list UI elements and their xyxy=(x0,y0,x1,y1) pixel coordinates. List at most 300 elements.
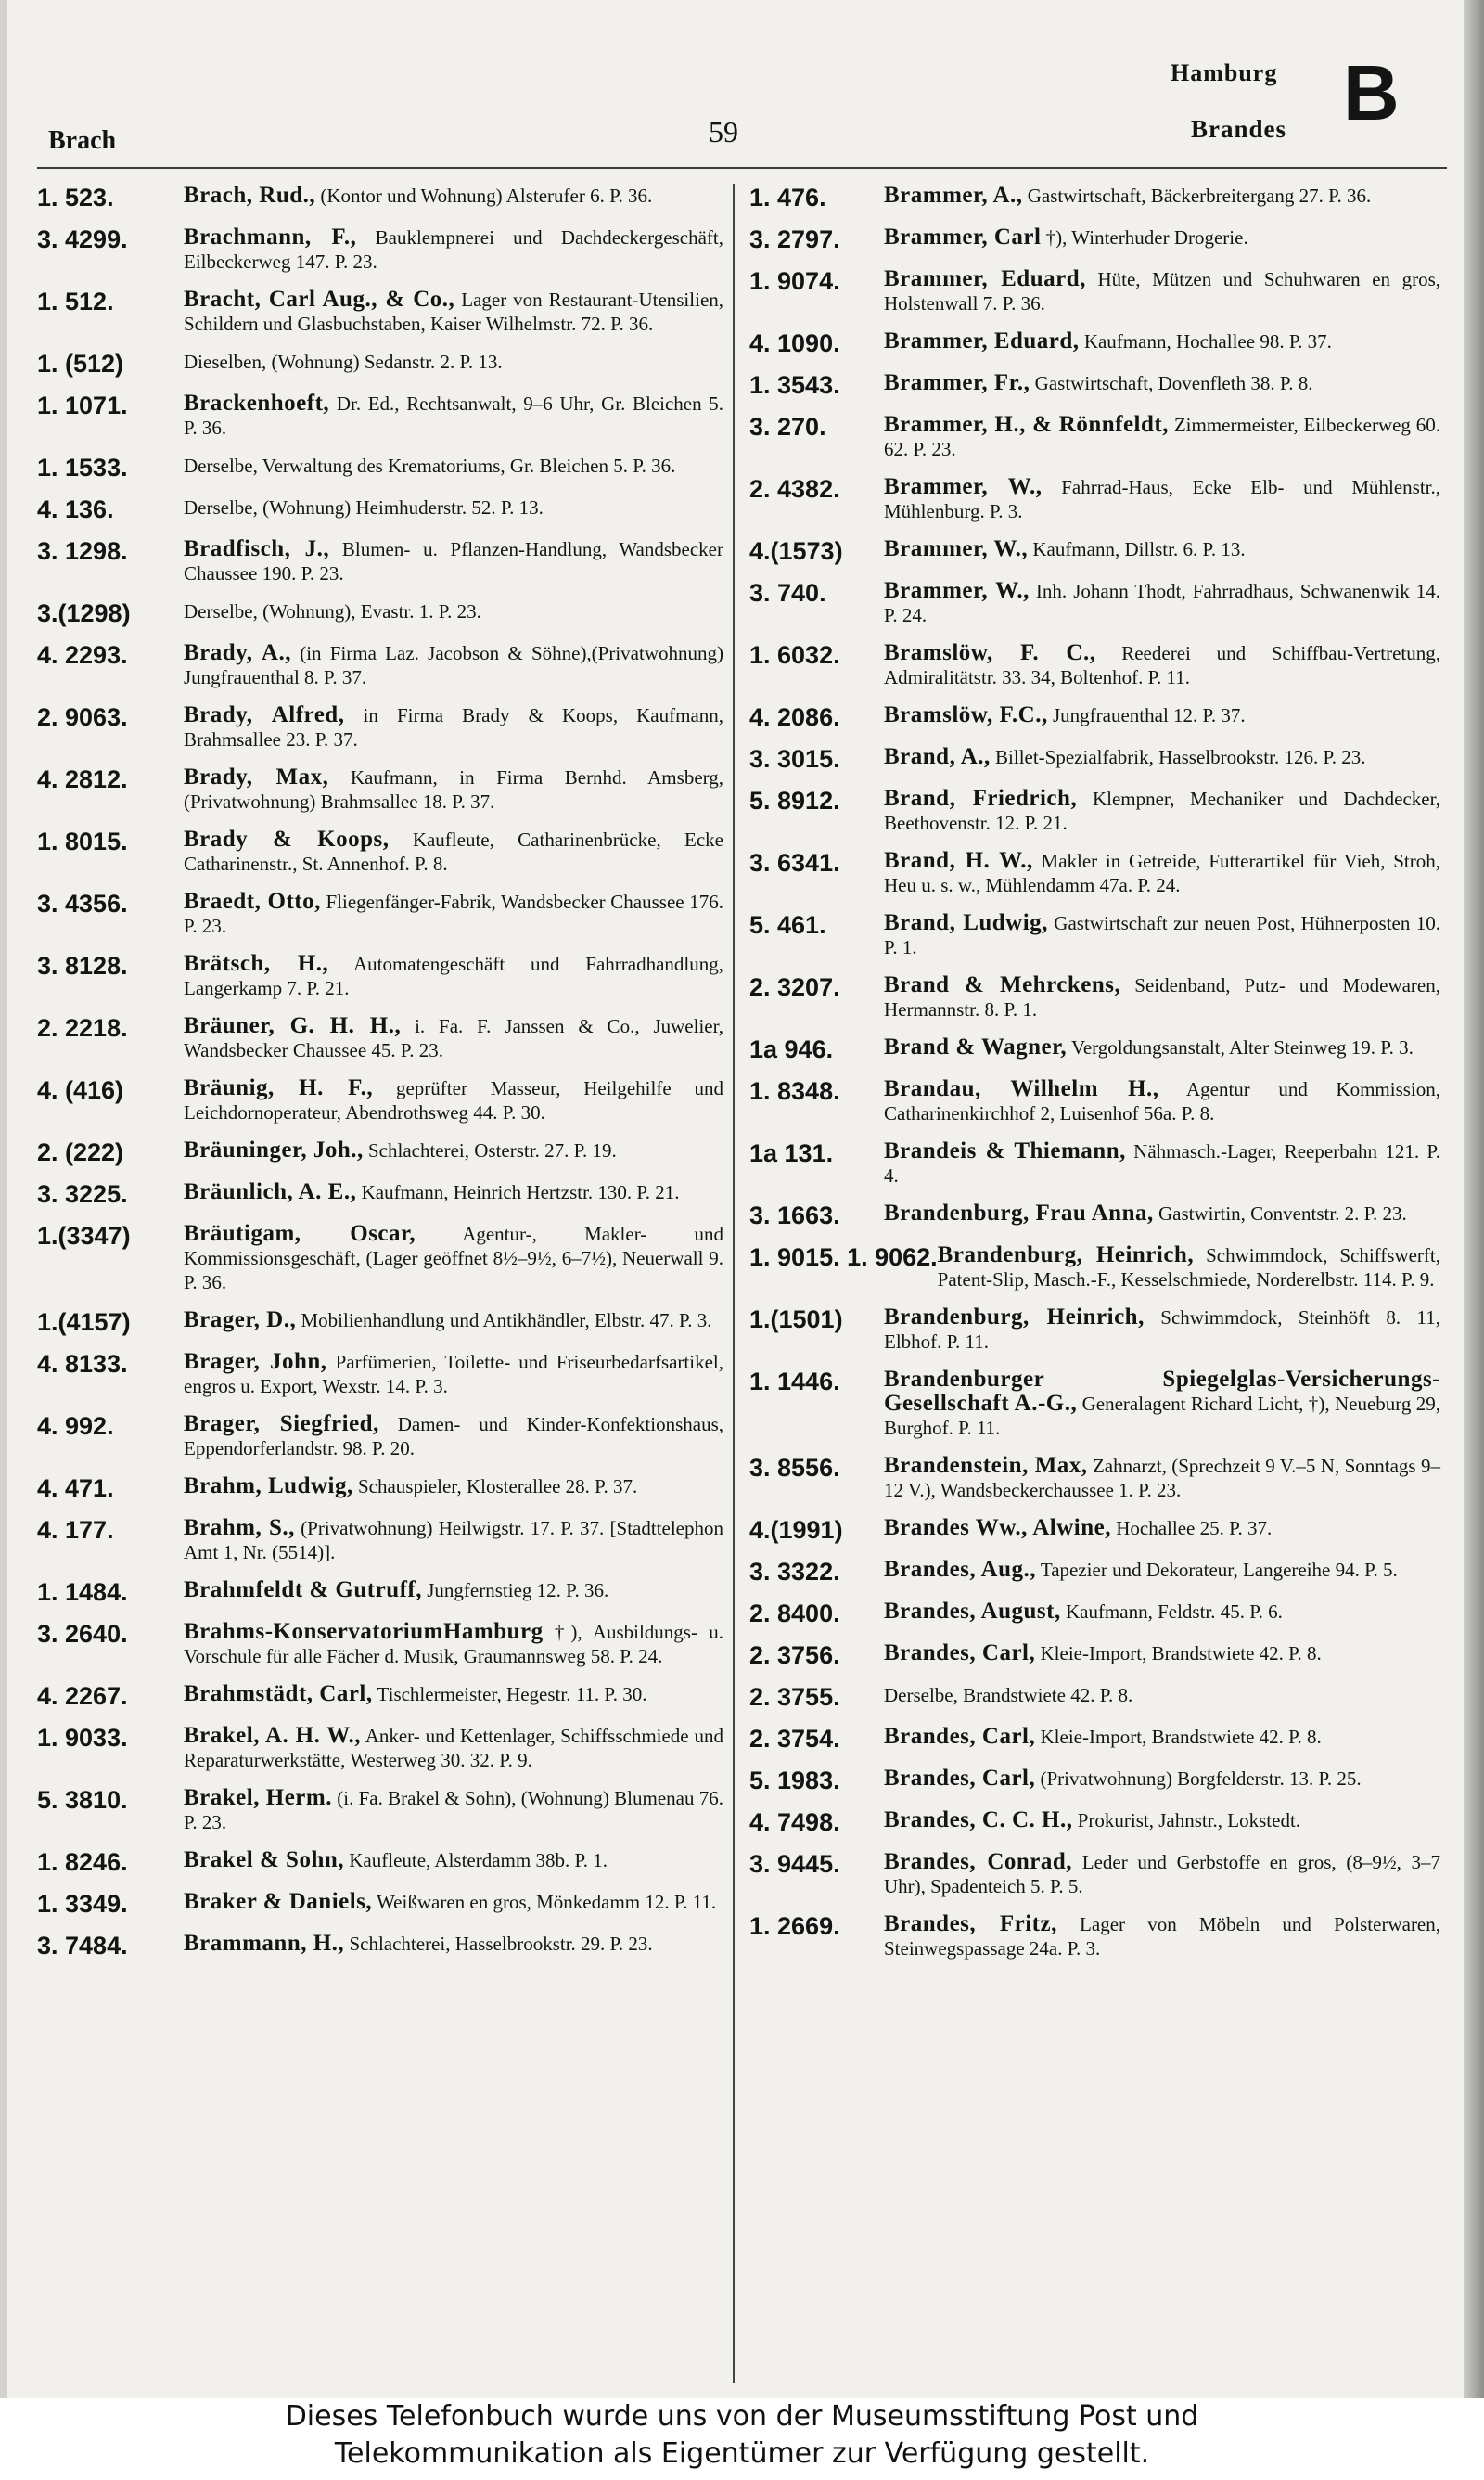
entry-details: Anker- und Kettenlager, Schiffsschmiede und Reparaturwerkstätte, Westerweg 30. 32. P. 9. xyxy=(184,1725,724,1771)
entry-body xyxy=(884,1767,1440,1791)
entry-body xyxy=(184,392,723,440)
entry-body xyxy=(884,849,1440,897)
phone-number: 4. 992. xyxy=(37,1412,114,1440)
entry-name: Brätsch, H., xyxy=(184,951,329,976)
phone-number: 4. 8133. xyxy=(37,1350,128,1378)
directory-entry xyxy=(749,1077,1440,1125)
entry-body xyxy=(184,1222,723,1294)
entry-body xyxy=(184,599,723,623)
phone-number: 1. 8015. xyxy=(37,828,128,855)
entry-details: (in Firma Laz. Jacobson & Söhne),(Privatwohnung) Jungfrauenthal 8. P. 37. xyxy=(184,642,723,688)
entry-body xyxy=(184,1786,723,1834)
entry-body xyxy=(884,1454,1440,1502)
directory-entry xyxy=(37,1724,723,1772)
entry-name: Brager, John, xyxy=(184,1349,327,1374)
page-edge-right xyxy=(1464,0,1484,2398)
entry-body xyxy=(884,1641,1440,1665)
directory-entry xyxy=(37,1076,723,1124)
entry-body xyxy=(184,1890,723,1914)
entry-name: Derselbe, xyxy=(884,1684,958,1706)
entry-name: Brammer, Carl xyxy=(884,225,1042,250)
phone-number: 4. 471. xyxy=(37,1474,114,1502)
directory-entry xyxy=(749,703,1440,731)
entry-name: Brahmstädt, Carl, xyxy=(184,1681,373,1706)
phone-number: 5. 3810. xyxy=(37,1786,128,1814)
entry-body xyxy=(184,1516,723,1564)
entry-name: Brahmfeldt & Gutruff, xyxy=(184,1577,422,1602)
directory-entry xyxy=(37,1682,723,1710)
entry-body xyxy=(884,703,1440,727)
entry-body xyxy=(884,1305,1440,1354)
entry-details: (Privatwohnung) Borgfelderstr. 13. P. 25. xyxy=(1040,1767,1362,1790)
entry-body xyxy=(884,475,1440,523)
entry-details: geprüfter Masseur, Heilgehilfe und Leichdornoperateur, Abendrothsweg 44. P. 30. xyxy=(184,1077,723,1124)
entry-details: †), Winterhuder Drogerie. xyxy=(1045,226,1248,249)
entry-body xyxy=(884,745,1440,769)
phone-number: 1. 512. xyxy=(37,288,114,315)
entry-name: Brahm, Ludwig, xyxy=(184,1473,353,1498)
entry-details: Lager von Möbeln und Polsterwaren, Steinwegspassage 24a. P. 3. xyxy=(884,1913,1441,1960)
section-letter: B xyxy=(1343,49,1400,136)
entry-details: Verwaltung des Krematoriums, Gr. Bleichen 5. P. 36. xyxy=(262,455,676,477)
entry-body xyxy=(184,1682,723,1706)
entry-body xyxy=(184,1014,723,1062)
entry-name: Dieselben, xyxy=(184,351,267,373)
footer-line-2: Telekommunikation als Eigentümer zur Verfügung gestellt. xyxy=(334,2437,1150,2470)
entry-name: Brakel, A. H. W., xyxy=(184,1723,361,1748)
entry-details: Schlachterei, Osterstr. 27. P. 19. xyxy=(367,1139,617,1162)
entry-details: Reederei und Schiffbau-Vertretung, Admiralitätstr. 33. 34, Boltenhof. P. 11. xyxy=(884,642,1440,688)
entry-name: Brand & Mehrckens, xyxy=(884,972,1121,997)
directory-entry xyxy=(749,973,1440,1022)
entry-body xyxy=(884,1139,1440,1188)
entry-name: Brammer, W., xyxy=(884,474,1043,499)
phone-number: 3. 2797. xyxy=(749,225,840,253)
entry-name: Brandes, Conrad, xyxy=(884,1849,1073,1874)
entry-body xyxy=(184,1412,723,1460)
entry-details: Schlachterei, Hasselbrookstr. 29. P. 23. xyxy=(349,1933,653,1955)
entry-body xyxy=(884,911,1440,959)
entry-name: Brand & Wagner, xyxy=(884,1034,1068,1060)
entry-name: Brammer, Fr., xyxy=(884,370,1030,395)
entry-details: in Firma Brady & Koops, Kaufmann, Brahmsallee 23. P. 37. xyxy=(184,704,724,751)
entry-details: Kaufleute, Alsterdamm 38b. P. 1. xyxy=(349,1849,608,1871)
column-divider xyxy=(733,184,735,2383)
entry-details: Vergoldungsanstalt, Alter Steinweg 19. P. 3. xyxy=(1071,1036,1414,1059)
directory-entry xyxy=(749,911,1440,959)
phone-number: 1.(3347) xyxy=(37,1222,131,1250)
phone-number: 4. 7498. xyxy=(749,1808,840,1836)
directory-entry xyxy=(749,1558,1440,1586)
entry-body xyxy=(184,1724,723,1772)
entry-name: Brand, A., xyxy=(884,744,991,769)
directory-entry xyxy=(37,537,723,585)
entry-name: Brammer, A., xyxy=(884,183,1023,208)
entry-details: Mobilienhandlung und Antikhändler, Elbstr. 47. P. 3. xyxy=(301,1309,712,1331)
directory-entry xyxy=(37,952,723,1000)
phone-number: 1. (512) xyxy=(37,350,124,378)
directory-entry xyxy=(749,579,1440,627)
phone-number: 4. 2267. xyxy=(37,1682,128,1710)
entry-name: Brandes, August, xyxy=(884,1599,1061,1624)
entry-body xyxy=(884,267,1440,315)
phone-number: 3. 3322. xyxy=(749,1558,840,1586)
directory-entry xyxy=(749,1035,1440,1063)
entry-details: Kaufmann, Dillstr. 6. P. 13. xyxy=(1032,538,1246,560)
phone-number: 2. 3756. xyxy=(749,1641,840,1669)
directory-entry xyxy=(37,1932,723,1960)
entry-name: Brager, D., xyxy=(184,1307,297,1332)
entry-body xyxy=(884,973,1440,1022)
entry-body xyxy=(884,329,1440,353)
directory-entry xyxy=(749,745,1440,773)
directory-entry xyxy=(37,288,723,336)
directory-entry xyxy=(749,413,1440,461)
entry-body xyxy=(184,641,723,689)
entry-name: Bräutigam, Oscar, xyxy=(184,1221,416,1246)
directory-entry xyxy=(37,392,723,440)
entry-details: Agentur-, Makler- und Kommissionsgeschäft, (Lager geöffnet 8½–9½, 6–7½), Neuerwall 9. P. 36. xyxy=(184,1223,724,1293)
directory-entry xyxy=(749,371,1440,399)
phone-number: 3. 1663. xyxy=(749,1201,840,1229)
directory-entry xyxy=(749,1600,1440,1627)
entry-body xyxy=(184,1848,723,1872)
entry-details: Schwimmdock, Steinhöft 8. 11, Elbhof. P. 11. xyxy=(884,1306,1440,1353)
phone-number: 3. 8556. xyxy=(749,1454,840,1482)
entry-name: Brammann, H., xyxy=(184,1931,345,1956)
phone-number: 1.(4157) xyxy=(37,1308,131,1336)
entry-name: Derselbe, xyxy=(184,496,258,519)
header-last-surname: Brandes xyxy=(1191,115,1287,143)
entry-details: Gastwirtschaft, Bäckerbreitergang 27. P. 36. xyxy=(1027,185,1372,207)
entry-details: Dr. Ed., Rechtsanwalt, 9–6 Uhr, Gr. Bleichen 5. P. 36. xyxy=(184,392,724,439)
directory-entry xyxy=(749,1725,1440,1753)
entry-body xyxy=(184,1180,723,1204)
directory-entry xyxy=(37,1222,723,1294)
phone-number: 1. 3349. xyxy=(37,1890,128,1918)
phone-number: 5. 461. xyxy=(749,911,826,939)
phone-number: 4. 2086. xyxy=(749,703,840,731)
phone-number: 1. 1533. xyxy=(37,454,128,482)
directory-entry xyxy=(37,1180,723,1208)
entry-name: Brand, H. W., xyxy=(884,848,1033,873)
entry-name: Bräunlich, A. E., xyxy=(184,1179,357,1204)
entry-name: Brady & Koops, xyxy=(184,827,390,852)
directory-entry xyxy=(37,1412,723,1460)
phone-number: 1. 8348. xyxy=(749,1077,840,1105)
right-column xyxy=(749,184,1440,1974)
entry-details: (Privatwohnung) Heilwigstr. 17. P. 37. [Stadttelephon Amt 1, Nr. (5514)]. xyxy=(184,1517,724,1563)
directory-entry xyxy=(37,1890,723,1918)
entry-name: Bramslöw, F. C., xyxy=(884,640,1096,665)
phone-number: 3. 1298. xyxy=(37,537,128,565)
entry-details: (Wohnung), Evastr. 1. P. 23. xyxy=(262,600,481,623)
footer-line-1: Dieses Telefonbuch wurde uns von der Museumsstiftung Post und xyxy=(285,2400,1199,2433)
footer-notice xyxy=(0,2398,1484,2480)
entry-body xyxy=(938,1243,1440,1291)
entry-body xyxy=(184,1350,723,1398)
entry-body xyxy=(884,1850,1440,1898)
phone-number: 3. 8128. xyxy=(37,952,128,980)
entry-body xyxy=(184,1138,723,1163)
entry-name: Brandau, Wilhelm H., xyxy=(884,1076,1159,1101)
entry-body xyxy=(884,579,1440,627)
entry-body xyxy=(884,1035,1440,1060)
phone-number: 1. 9033. xyxy=(37,1724,128,1752)
entry-details: Parfümerien, Toilette- und Friseurbedarfsartikel, engros u. Export, Wexstr. 14. P. 3. xyxy=(184,1351,723,1397)
entry-name: Brammer, Eduard, xyxy=(884,328,1080,353)
entry-details: Lager von Restaurant-Utensilien, Schildern und Glasbuchstaben, Kaiser Wilhelmstr. 72. P. 36. xyxy=(184,289,724,335)
entry-body xyxy=(184,1308,723,1332)
entry-name: Bracht, Carl Aug., & Co., xyxy=(184,287,455,312)
phone-number: 2. 4382. xyxy=(749,475,840,503)
entry-details: Tapezier und Dekorateur, Langereihe 94. P. 5. xyxy=(1040,1559,1398,1581)
entry-name: Derselbe, xyxy=(184,455,258,477)
entry-name: Brandes, Carl, xyxy=(884,1724,1036,1749)
entry-body xyxy=(884,184,1440,208)
phone-number: 1. 476. xyxy=(749,184,826,212)
header-city: Hamburg xyxy=(1171,59,1278,86)
entry-details: Kaufmann, in Firma Bernhd. Amsberg, (Privatwohnung) Brahmsallee 18. P. 37. xyxy=(184,766,723,813)
entry-details: Gastwirtin, Conventstr. 2. P. 23. xyxy=(1158,1202,1407,1225)
entry-body xyxy=(884,1368,1440,1440)
directory-entry xyxy=(749,787,1440,835)
entry-name: Brandenburg, Heinrich, xyxy=(884,1304,1145,1330)
entry-details: Hüte, Mützen und Schuhwaren en gros, Holstenwall 7. P. 36. xyxy=(884,268,1440,315)
entry-name: Brandes, C. C. H., xyxy=(884,1807,1073,1832)
entry-details: Blumen- u. Pflanzen-Handlung, Wandsbecker Chaussee 190. P. 23. xyxy=(184,538,723,585)
entry-body xyxy=(184,1578,723,1602)
phone-number: 3. 270. xyxy=(749,413,826,441)
directory-entry xyxy=(749,1139,1440,1188)
entry-name: Brandes, Fritz, xyxy=(884,1911,1057,1936)
phone-number: 1. 6032. xyxy=(749,641,840,669)
phone-number: 5. 1983. xyxy=(749,1767,840,1794)
entry-body xyxy=(184,1932,723,1956)
entry-body xyxy=(884,1683,1440,1707)
phone-number: 3. 3225. xyxy=(37,1180,128,1208)
phone-number: 4.(1573) xyxy=(749,537,843,565)
entry-body xyxy=(184,184,723,208)
directory-entry xyxy=(749,225,1440,253)
entry-name: Brand, Ludwig, xyxy=(884,910,1048,935)
directory-entry xyxy=(37,1516,723,1564)
entry-name: Brammer, W., xyxy=(884,536,1029,561)
phone-number: 2. 3207. xyxy=(749,973,840,1001)
entry-details: (Kontor und Wohnung) Alsterufer 6. P. 36. xyxy=(320,185,653,207)
phone-number: 3. 2640. xyxy=(37,1620,128,1648)
phone-number: 1. 523. xyxy=(37,184,114,212)
entry-body xyxy=(884,1600,1440,1624)
entry-name: Braker & Daniels, xyxy=(184,1889,373,1914)
entry-details: Jungfernstieg 12. P. 36. xyxy=(427,1579,609,1601)
phone-number: 3. 6341. xyxy=(749,849,840,877)
directory-entry xyxy=(37,1014,723,1062)
entry-body xyxy=(184,1474,723,1498)
entry-name: Bräuner, G. H. H., xyxy=(184,1013,402,1038)
entry-name: Brakel & Sohn, xyxy=(184,1847,345,1872)
entry-body xyxy=(884,1516,1440,1540)
entry-details: Makler in Getreide, Futterartikel für Vieh, Stroh, Heu u. s. w., Mühlendamm 47a. P. 24. xyxy=(884,850,1441,896)
phone-number: 4.(1991) xyxy=(749,1516,843,1544)
directory-entry xyxy=(749,1368,1440,1440)
directory-entry xyxy=(37,184,723,212)
directory-entry xyxy=(37,1308,723,1336)
directory-entry xyxy=(37,599,723,627)
directory-entry xyxy=(37,1786,723,1834)
directory-entry xyxy=(37,1848,723,1876)
phone-number: 1a 946. xyxy=(749,1035,834,1063)
directory-entry xyxy=(749,1201,1440,1229)
entry-name: Brackenhoeft, xyxy=(184,391,330,416)
entry-name: Bradfisch, J., xyxy=(184,536,330,561)
directory-entry xyxy=(749,1808,1440,1836)
entry-name: Brachmann, F., xyxy=(184,225,357,250)
phone-number: 4. 177. xyxy=(37,1516,114,1544)
directory-entry xyxy=(37,1138,723,1166)
entry-name: Brandenburg, Heinrich, xyxy=(937,1242,1195,1267)
entry-details: Hochallee 25. P. 37. xyxy=(1116,1517,1273,1539)
entry-details: Brandstwiete 42. P. 8. xyxy=(963,1684,1133,1706)
phone-number: 2. (222) xyxy=(37,1138,124,1166)
entry-body xyxy=(884,641,1440,689)
phone-number: 1. 1071. xyxy=(37,392,128,419)
directory-entry xyxy=(749,329,1440,357)
entry-name: Brandes Ww., Alwine, xyxy=(884,1515,1111,1540)
entry-details: (Wohnung) Heimhuderstr. 52. P. 13. xyxy=(262,496,544,519)
phone-number: 3. 4299. xyxy=(37,225,128,253)
entry-details: Tischlermeister, Hegestr. 11. P. 30. xyxy=(377,1683,647,1705)
directory-entry xyxy=(749,1912,1440,1960)
phone-number: 4. 1090. xyxy=(749,329,840,357)
entry-body xyxy=(184,765,723,814)
entry-name: Brammer, H., & Rönnfeldt, xyxy=(884,412,1169,437)
directory-entry xyxy=(749,1454,1440,1502)
phone-number: 2. 8400. xyxy=(749,1600,840,1627)
entry-body xyxy=(884,225,1440,250)
phone-number: 3. 3015. xyxy=(749,745,840,773)
page-edge-left xyxy=(0,0,7,2398)
entry-name: Brand, Friedrich, xyxy=(884,786,1078,811)
entry-details: i. Fa. F. Janssen & Co., Juwelier, Wandsbecker Chaussee 45. P. 23. xyxy=(184,1015,723,1061)
entry-details: Kaufmann, Feldstr. 45. P. 6. xyxy=(1065,1600,1283,1623)
entry-name: Brakel, Herm. xyxy=(184,1785,332,1810)
header-rule xyxy=(37,167,1447,169)
phone-number: 4. (416) xyxy=(37,1076,124,1104)
directory-entry xyxy=(749,849,1440,897)
entry-name: Brandes, Aug., xyxy=(884,1557,1036,1582)
phone-number: 1. 2669. xyxy=(749,1912,840,1940)
phone-number: 1. 9074. xyxy=(749,267,840,295)
phone-number: 2. 9063. xyxy=(37,703,128,731)
entry-name: Brandenburger Spiegelglas-Versicherungs-Gesellschaft A.-G., xyxy=(884,1367,1440,1416)
phone-number: 1a 131. xyxy=(749,1139,834,1167)
phone-number: 5. 8912. xyxy=(749,787,840,815)
entry-name: Brandenstein, Max, xyxy=(884,1453,1088,1478)
entry-name: Brandes, Carl, xyxy=(884,1766,1036,1791)
phone-number: 2. 2218. xyxy=(37,1014,128,1042)
entry-body xyxy=(884,1558,1440,1582)
entry-details: Fahrrad-Haus, Ecke Elb- und Mühlenstr., Mühlenburg. P. 3. xyxy=(884,476,1440,522)
entry-name: Braedt, Otto, xyxy=(184,889,321,914)
directory-entry xyxy=(37,225,723,274)
entry-name: Brager, Siegfried, xyxy=(184,1411,379,1436)
entry-details: (i. Fa. Brakel & Sohn), (Wohnung) Blumenau 76. P. 23. xyxy=(184,1787,723,1833)
entry-body xyxy=(884,537,1440,561)
entry-body xyxy=(884,1725,1440,1749)
phone-number: 1. 3543. xyxy=(749,371,840,399)
directory-entry xyxy=(749,537,1440,565)
entry-details: Damen- und Kinder-Konfektionshaus, Eppendorferlandstr. 98. P. 20. xyxy=(184,1413,723,1459)
entry-body xyxy=(184,952,723,1000)
directory-entry xyxy=(37,350,723,378)
entry-details: Schwimmdock, Schiffswerft, Patent-Slip, Masch.-F., Kesselschmiede, Norderelbstr. 114. P. 9. xyxy=(937,1244,1440,1291)
entry-details: Leder und Gerbstoffe en gros, (8–9½, 3–7 Uhr), Spadenteich 5. P. 5. xyxy=(884,1851,1441,1897)
entry-details: Billet-Spezialfabrik, Hasselbrookstr. 126. P. 23. xyxy=(995,746,1366,768)
entry-details: Nähmasch.-Lager, Reeperbahn 121. P. 4. xyxy=(884,1140,1440,1187)
entry-name: Brach, Rud., xyxy=(184,183,316,208)
phone-number: 1. 1446. xyxy=(749,1368,840,1395)
entry-details: Gastwirtschaft, Dovenfleth 38. P. 8. xyxy=(1034,372,1313,394)
entry-details: Fliegenfänger-Fabrik, Wandsbecker Chaussee 176. P. 23. xyxy=(184,891,723,937)
phone-number: 3.(1298) xyxy=(37,599,131,627)
entry-name: Bräunig, H. F., xyxy=(184,1075,374,1100)
header-first-surname: Brach xyxy=(48,126,117,155)
phone-number: 1.(1501) xyxy=(749,1305,843,1333)
entry-details: Zahnarzt, (Sprechzeit 9 V.–5 N, Sonntags 9–12 V.), Wandsbeckerchaussee 1. P. 23. xyxy=(884,1455,1440,1501)
entry-details: Kaufmann, Heinrich Hertzstr. 130. P. 21. xyxy=(361,1181,680,1203)
entry-body xyxy=(184,890,723,938)
entry-details: Generalagent Richard Licht, †), Neueburg 29, Burghof. P. 11. xyxy=(884,1393,1441,1439)
entry-body xyxy=(184,495,723,520)
entry-details: Prokurist, Jahnstr., Lokstedt. xyxy=(1077,1809,1301,1831)
entry-name: Brammer, Eduard, xyxy=(884,266,1086,291)
left-column xyxy=(37,184,723,1973)
entry-name: Brandenburg, Frau Anna, xyxy=(884,1201,1154,1226)
directory-entry xyxy=(37,1620,723,1668)
entry-name: Brammer, W., xyxy=(884,578,1030,603)
directory-entry xyxy=(37,1474,723,1502)
entry-body xyxy=(184,1620,723,1668)
entry-body xyxy=(184,288,723,336)
entry-body xyxy=(884,1077,1440,1125)
phone-number: 4. 2293. xyxy=(37,641,128,669)
entry-name: Derselbe, xyxy=(184,600,258,623)
phone-number: 3. 9445. xyxy=(749,1850,840,1878)
directory-entry xyxy=(749,267,1440,315)
entry-name: Brahms-KonservatoriumHamburg xyxy=(184,1619,544,1644)
phone-number: 1. 9015. 1. 9062. xyxy=(749,1243,938,1271)
entry-details: Klempner, Mechaniker und Dachdecker, Beethovenstr. 12. P. 21. xyxy=(884,788,1441,834)
page-number: 59 xyxy=(709,115,738,148)
entry-body xyxy=(884,1201,1440,1226)
directory-entry xyxy=(749,1850,1440,1898)
directory-entry xyxy=(749,641,1440,689)
entry-body xyxy=(184,350,723,374)
entry-body xyxy=(184,537,723,585)
phone-number: 3. 7484. xyxy=(37,1932,128,1960)
directory-entry xyxy=(37,1350,723,1398)
phone-number: 4. 136. xyxy=(37,495,114,523)
entry-name: Bramslöw, F.C., xyxy=(884,702,1048,727)
directory-entry xyxy=(749,184,1440,212)
entry-details: Kaufleute, Catharinenbrücke, Ecke Catharinenstr., St. Annenhof. P. 8. xyxy=(184,829,723,875)
phone-number: 1. 8246. xyxy=(37,1848,128,1876)
entry-body xyxy=(184,454,723,478)
entry-name: Brady, Alfred, xyxy=(184,702,345,727)
directory-entry xyxy=(749,1641,1440,1669)
entry-details: Seidenband, Putz- und Modewaren, Hermannstr. 8. P. 1. xyxy=(884,974,1440,1021)
